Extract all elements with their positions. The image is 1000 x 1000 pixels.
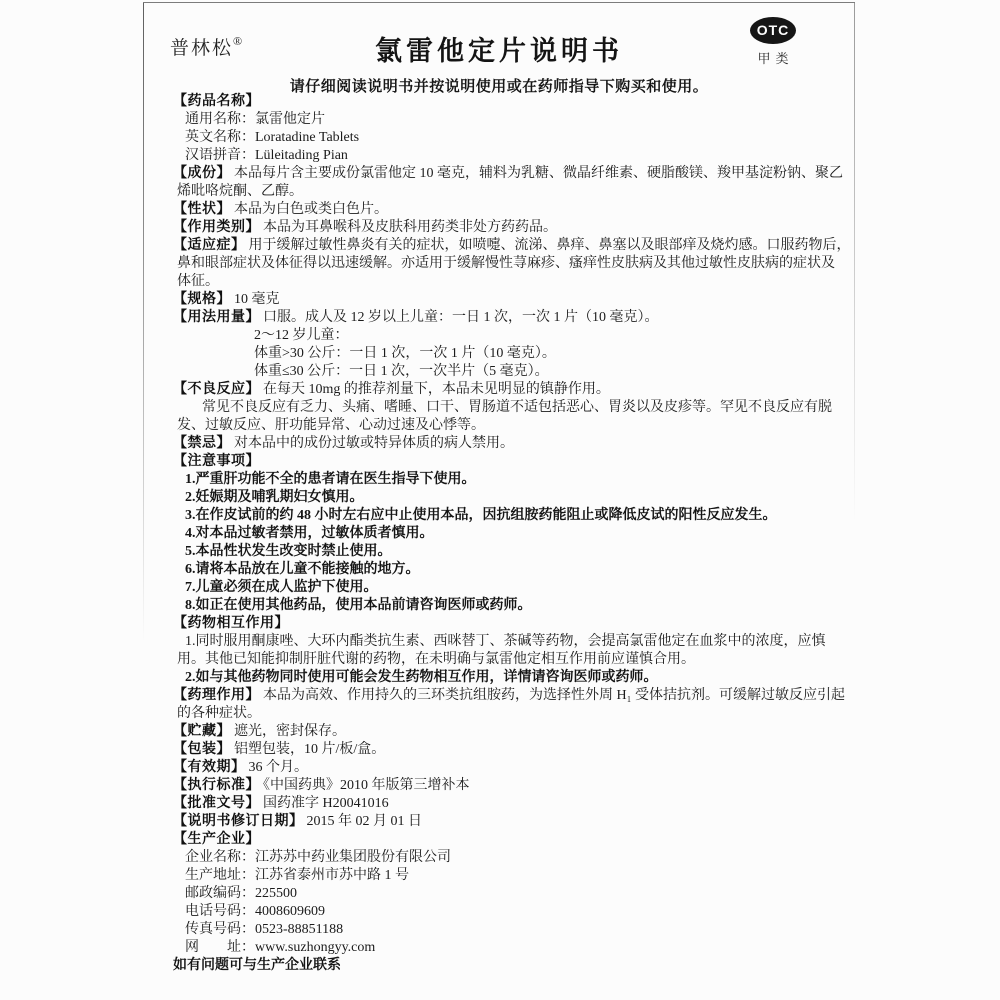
doc-line — [173, 579, 849, 597]
line-text: 发、过敏反应、肝功能异常、心动过速及心悸等。 — [177, 418, 485, 433]
section-label: 【药物相互作用】 — [173, 616, 289, 631]
doc-line — [173, 759, 849, 777]
line-text: 4.对本品过敏者禁用，过敏体质者慎用。 — [185, 526, 434, 541]
doc-line — [173, 147, 849, 165]
doc-line — [173, 777, 849, 795]
line-text: 《中国药典》2010 年版第三增补本 — [263, 778, 470, 793]
doc-line — [173, 363, 849, 381]
line-text: 3.在作皮试前的约 48 小时左右应中止使用本品，因抗组胺药能阻止或降低皮试的阳性反应发生。 — [185, 508, 777, 523]
section-label: 【不良反应】 — [173, 382, 260, 397]
line-text: 汉语拼音：Lüleitading Pian — [185, 148, 348, 163]
line-text: 6.请将本品放在儿童不能接触的地方。 — [185, 562, 420, 577]
doc-line — [173, 489, 849, 507]
line-text: 鼻和眼部症状及体征得以迅速缓解。亦适用于缓解慢性荨麻疹、瘙痒性皮肤病及其他过敏性皮肤病的症状及 — [177, 256, 835, 271]
doc-line — [173, 849, 849, 867]
doc-line — [173, 597, 849, 615]
line-text: 铝塑包装，10 片/板/盒。 — [234, 742, 386, 757]
section-label: 【禁忌】 — [173, 436, 231, 451]
doc-line — [173, 345, 849, 363]
line-text: 2.妊娠期及哺乳期妇女慎用。 — [185, 490, 364, 505]
doc-line — [173, 525, 849, 543]
section-label: 【作用类别】 — [173, 220, 260, 235]
section-label: 【包装】 — [173, 742, 231, 757]
line-text: 7.儿童必须在成人监护下使用。 — [185, 580, 378, 595]
leaflet-document — [143, 2, 855, 998]
line-text: 企业名称：江苏苏中药业集团股份有限公司 — [185, 850, 451, 865]
section-label: 【用法用量】 — [173, 310, 260, 325]
doc-line — [173, 507, 849, 525]
line-text: 口服。成人及 12 岁以上儿童：一日 1 次，一次 1 片（10 毫克）。 — [263, 310, 659, 325]
doc-line — [173, 237, 849, 255]
otc-badge-icon: OTC — [750, 17, 796, 44]
doc-line — [173, 471, 849, 489]
otc-class-label: 甲类 — [757, 51, 794, 66]
line-text: 1.严重肝功能不全的患者请在医生指导下使用。 — [185, 472, 476, 487]
line-text: 体重≤30 公斤：一日 1 次，一次半片（5 毫克）。 — [254, 364, 549, 379]
doc-line — [173, 435, 849, 453]
line-text: 本品为耳鼻喉科及皮肤科用药类非处方药药品。 — [263, 220, 557, 235]
line-text: 邮政编码：225500 — [185, 886, 297, 901]
line-text: 2.如与其他药物同时使用可能会发生药物相互作用，详情请咨询医师或药师。 — [185, 670, 658, 685]
section-label: 【成份】 — [173, 166, 231, 181]
doc-line — [173, 957, 849, 975]
line-text: 用。其他已知能抑制肝脏代谢的药物，在未明确与氯雷他定相互作用前应谨慎合用。 — [177, 652, 695, 667]
section-label: 【适应症】 — [173, 238, 246, 253]
section-label: 【注意事项】 — [173, 454, 260, 469]
brand-text: 普林松 — [170, 38, 234, 59]
doc-line — [173, 273, 849, 291]
doc-line — [173, 291, 849, 309]
doc-line — [173, 687, 849, 705]
doc-line — [173, 399, 849, 417]
doc-line — [173, 885, 849, 903]
section-label: 【药理作用】 — [173, 688, 260, 703]
doc-line — [173, 831, 849, 849]
doc-line — [173, 705, 849, 723]
line-text: 通用名称：氯雷他定片 — [185, 112, 325, 127]
doc-line — [173, 255, 849, 273]
line-text: 2015 年 02 月 01 日 — [306, 814, 422, 829]
otc-block — [743, 17, 803, 67]
doc-line — [173, 111, 849, 129]
doc-line — [173, 561, 849, 579]
line-text: 1.同时服用酮康唑、大环内酯类抗生素、西咪替丁、茶碱等药物，会提高氯雷他定在血浆中的浓度，应慎 — [185, 634, 826, 649]
line-text: 对本品中的成份过敏或特异体质的病人禁用。 — [234, 436, 514, 451]
doc-line — [173, 327, 849, 345]
line-text: 网 址：www.suzhongyy.com — [185, 940, 376, 955]
doc-line — [173, 381, 849, 399]
doc-line — [173, 741, 849, 759]
line-text: 国药准字 H20041016 — [263, 796, 389, 811]
doc-line — [173, 651, 849, 669]
doc-line — [173, 813, 849, 831]
line-text: 10 毫克 — [234, 292, 280, 307]
line-text: 遮光，密封保存。 — [234, 724, 346, 739]
doc-line — [173, 543, 849, 561]
doc-line — [173, 93, 849, 111]
line-text: 本品每片含主要成份氯雷他定 10 毫克，辅料为乳糖、微晶纤维素、硬脂酸镁、羧甲基淀粉钠、聚乙 — [234, 166, 843, 181]
doc-line — [173, 129, 849, 147]
doc-line — [173, 795, 849, 813]
section-label: 【药品名称】 — [173, 94, 260, 109]
doc-line — [173, 669, 849, 687]
line-text: 本品为白色或类白色片。 — [234, 202, 388, 217]
section-label: 【贮藏】 — [173, 724, 231, 739]
leaflet-header — [143, 3, 855, 95]
doc-line — [173, 219, 849, 237]
line-text: 的各种症状。 — [177, 706, 261, 721]
line-text: 英文名称：Loratadine Tablets — [185, 130, 360, 145]
section-label: 【有效期】 — [173, 760, 246, 775]
line-text: 烯吡咯烷酮、乙醇。 — [177, 184, 303, 199]
section-label: 【规格】 — [173, 292, 231, 307]
registered-trademark-icon: ® — [233, 34, 243, 48]
read-instructions-notice: 请仔细阅读说明书并按说明使用或在药师指导下购买和使用。 — [289, 79, 709, 95]
doc-line — [173, 921, 849, 939]
line-text: 电话号码：4008609609 — [185, 904, 325, 919]
line-text: 8.如正在使用其他药品，使用本品前请咨询医师或药师。 — [185, 598, 532, 613]
doc-line — [173, 723, 849, 741]
doc-line — [173, 183, 849, 201]
section-label: 【生产企业】 — [173, 832, 260, 847]
line-text: 生产地址：江苏省泰州市苏中路 1 号 — [185, 868, 409, 883]
line-text: 本品为高效、作用持久的三环类抗组胺药，为选择性外周 H₁ 受体拮抗剂。可缓解过敏反应引起 — [263, 688, 845, 703]
line-text: 5.本品性状发生改变时禁止使用。 — [185, 544, 392, 559]
doc-line — [173, 453, 849, 471]
line-text: 用于缓解过敏性鼻炎有关的症状，如喷嚏、流涕、鼻痒、鼻塞以及眼部痒及烧灼感。口服药物后， — [248, 238, 851, 253]
doc-line — [173, 615, 849, 633]
document-body — [143, 91, 855, 975]
doc-line — [173, 903, 849, 921]
line-text: 常见不良反应有乏力、头痛、嗜睡、口干、胃肠道不适包括恶心、胃炎以及皮疹等。罕见不良反应有脱 — [202, 400, 832, 415]
doc-line — [173, 939, 849, 957]
doc-line — [173, 633, 849, 651]
line-text: 体重>30 公斤：一日 1 次，一次 1 片（10 毫克）。 — [254, 346, 556, 361]
doc-line — [173, 201, 849, 219]
page-title: 氯雷他定片说明书 — [375, 36, 623, 66]
doc-line — [173, 165, 849, 183]
line-text: 传真号码：0523-88851188 — [185, 922, 344, 937]
line-text: 体征。 — [177, 274, 219, 289]
section-label: 【执行标准】 — [173, 778, 260, 793]
line-text: 如有问题可与生产企业联系 — [173, 958, 341, 973]
doc-line — [173, 309, 849, 327]
section-label: 【说明书修订日期】 — [173, 814, 304, 829]
line-text: 2～12 岁儿童： — [254, 328, 349, 343]
doc-line — [173, 867, 849, 885]
doc-line — [173, 417, 849, 435]
line-text: 36 个月。 — [248, 760, 308, 775]
line-text: 在每天 10mg 的推荐剂量下，本品未见明显的镇静作用。 — [263, 382, 610, 397]
section-label: 【批准文号】 — [173, 796, 260, 811]
section-label: 【性状】 — [173, 202, 231, 217]
